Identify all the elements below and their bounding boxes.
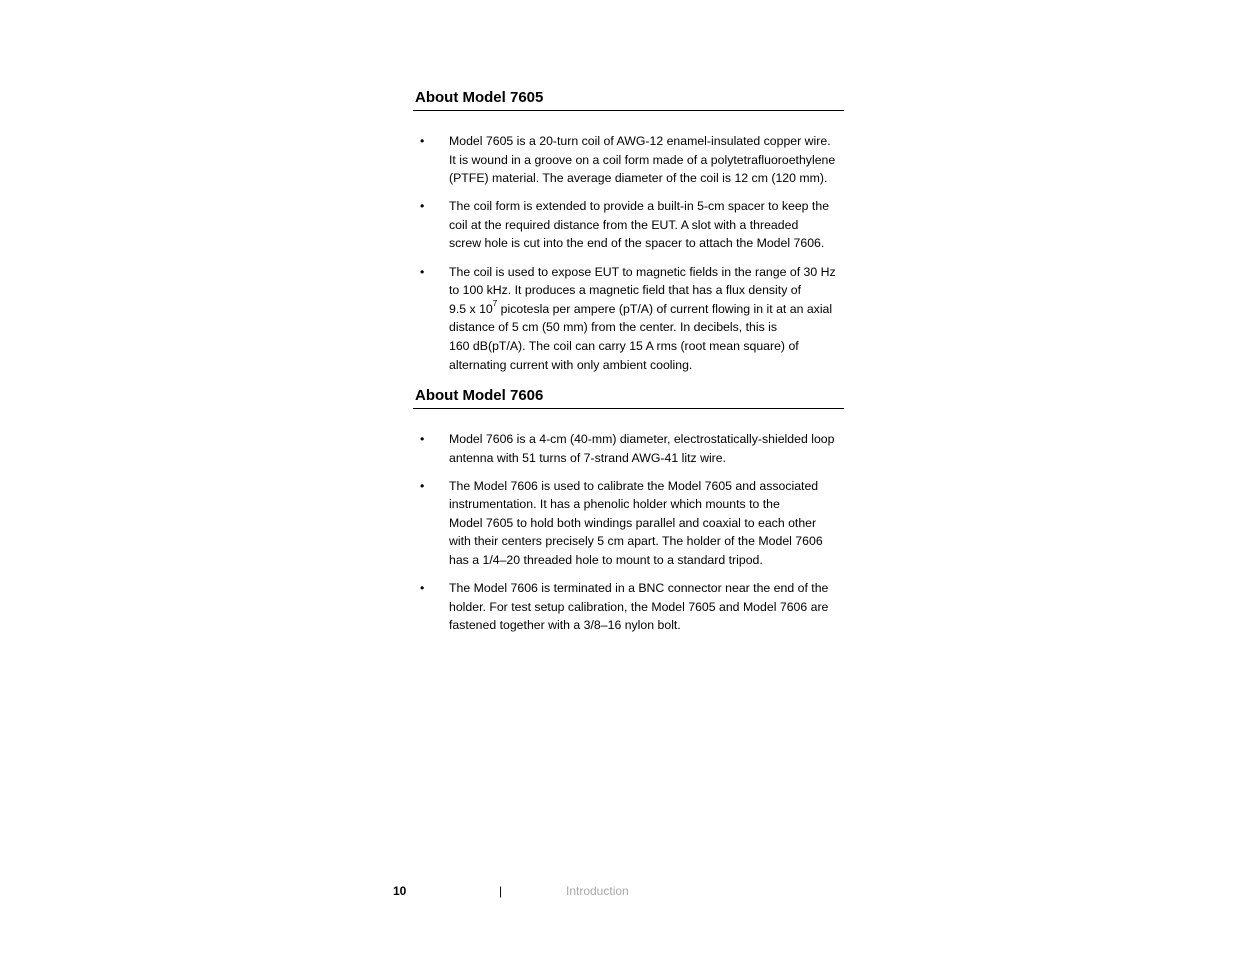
bullet-icon: •: [420, 134, 425, 148]
text-line: distance of 5 cm (50 mm) from the center. In decibels, this is: [449, 320, 778, 335]
text-line: has a 1/4–20 threaded hole to mount to a standard tripod.: [449, 553, 763, 568]
bullet-list: [413, 132, 844, 374]
text-line: alternating current with only ambient cooling.: [449, 357, 693, 372]
text-fragment: picotesla per ampere (pT/A) of current flowing in it at an axial: [497, 301, 833, 316]
section-heading: About Model 7606: [413, 387, 844, 409]
footer-separator: |: [499, 884, 503, 898]
text-line: It is wound in a groove on a coil form made of a polytetrafluoroethylene: [449, 152, 836, 167]
section-heading: About Model 7605: [413, 89, 844, 111]
list-item: [413, 132, 844, 188]
page-footer: [393, 883, 693, 899]
text-line: Model 7606 is a 4-cm (40-mm) diameter, electrostatically-shielded loop: [449, 432, 835, 446]
bullet-text: [449, 477, 844, 570]
list-item: [413, 477, 844, 570]
text-line: to 100 kHz. It produces a magnetic field that has a flux density of: [449, 283, 802, 298]
text-line: The Model 7606 is used to calibrate the Model 7605 and associated: [449, 478, 819, 493]
text-line: instrumentation. It has a phenolic holder which mounts to the: [449, 497, 780, 512]
text-line: [449, 300, 844, 319]
bullet-icon: •: [420, 264, 425, 279]
bullet-icon: •: [420, 199, 425, 214]
bullet-icon: •: [420, 432, 425, 446]
bullet-text: [449, 263, 844, 375]
text-line: The coil form is extended to provide a built-in 5-cm spacer to keep the: [449, 199, 830, 214]
list-item: [413, 197, 844, 253]
text-line: The coil is used to expose EUT to magnetic fields in the range of 30 Hz: [449, 264, 836, 279]
footer-chapter-title: Introduction: [566, 884, 629, 898]
text-line: screw hole is cut into the end of the spacer to attach the Model 7606.: [449, 236, 825, 251]
bullet-icon: •: [420, 581, 425, 596]
section-about-model-7606: [413, 387, 844, 635]
bullet-icon: •: [420, 478, 425, 493]
page-number: 10: [393, 884, 407, 898]
bullet-list: [413, 430, 844, 635]
text-line: coil at the required distance from the EUT. A slot with a threaded: [449, 217, 799, 232]
bullet-text: [449, 132, 844, 188]
bullet-text: [449, 197, 844, 253]
list-item: [413, 263, 844, 375]
section-about-model-7605: [413, 89, 844, 374]
text-line: (PTFE) material. The average diameter of the coil is 12 cm (120 mm).: [449, 171, 828, 186]
bullet-text: [449, 579, 844, 635]
text-line: The Model 7606 is terminated in a BNC connector near the end of the: [449, 581, 829, 596]
text-line: holder. For test setup calibration, the Model 7605 and Model 7606 are: [449, 599, 829, 614]
list-item: [413, 430, 844, 467]
list-item: [413, 579, 844, 635]
text-line: 160 dB(pT/A). The coil can carry 15 A rms (root mean square) of: [449, 338, 799, 353]
bullet-text: [449, 430, 844, 467]
text-line: antenna with 51 turns of 7-strand AWG-41 litz wire.: [449, 450, 727, 465]
text-line: Model 7605 is a 20-turn coil of AWG-12 enamel-insulated copper wire.: [449, 134, 831, 148]
text-line: with their centers precisely 5 cm apart. The holder of the Model 7606: [449, 534, 823, 549]
text-line: fastened together with a 3/8–16 nylon bolt.: [449, 618, 681, 633]
superscript-exponent: 7: [492, 298, 498, 308]
text-fragment: 9.5 x 10: [449, 301, 493, 316]
text-line: Model 7605 to hold both windings parallel and coaxial to each other: [449, 515, 817, 530]
